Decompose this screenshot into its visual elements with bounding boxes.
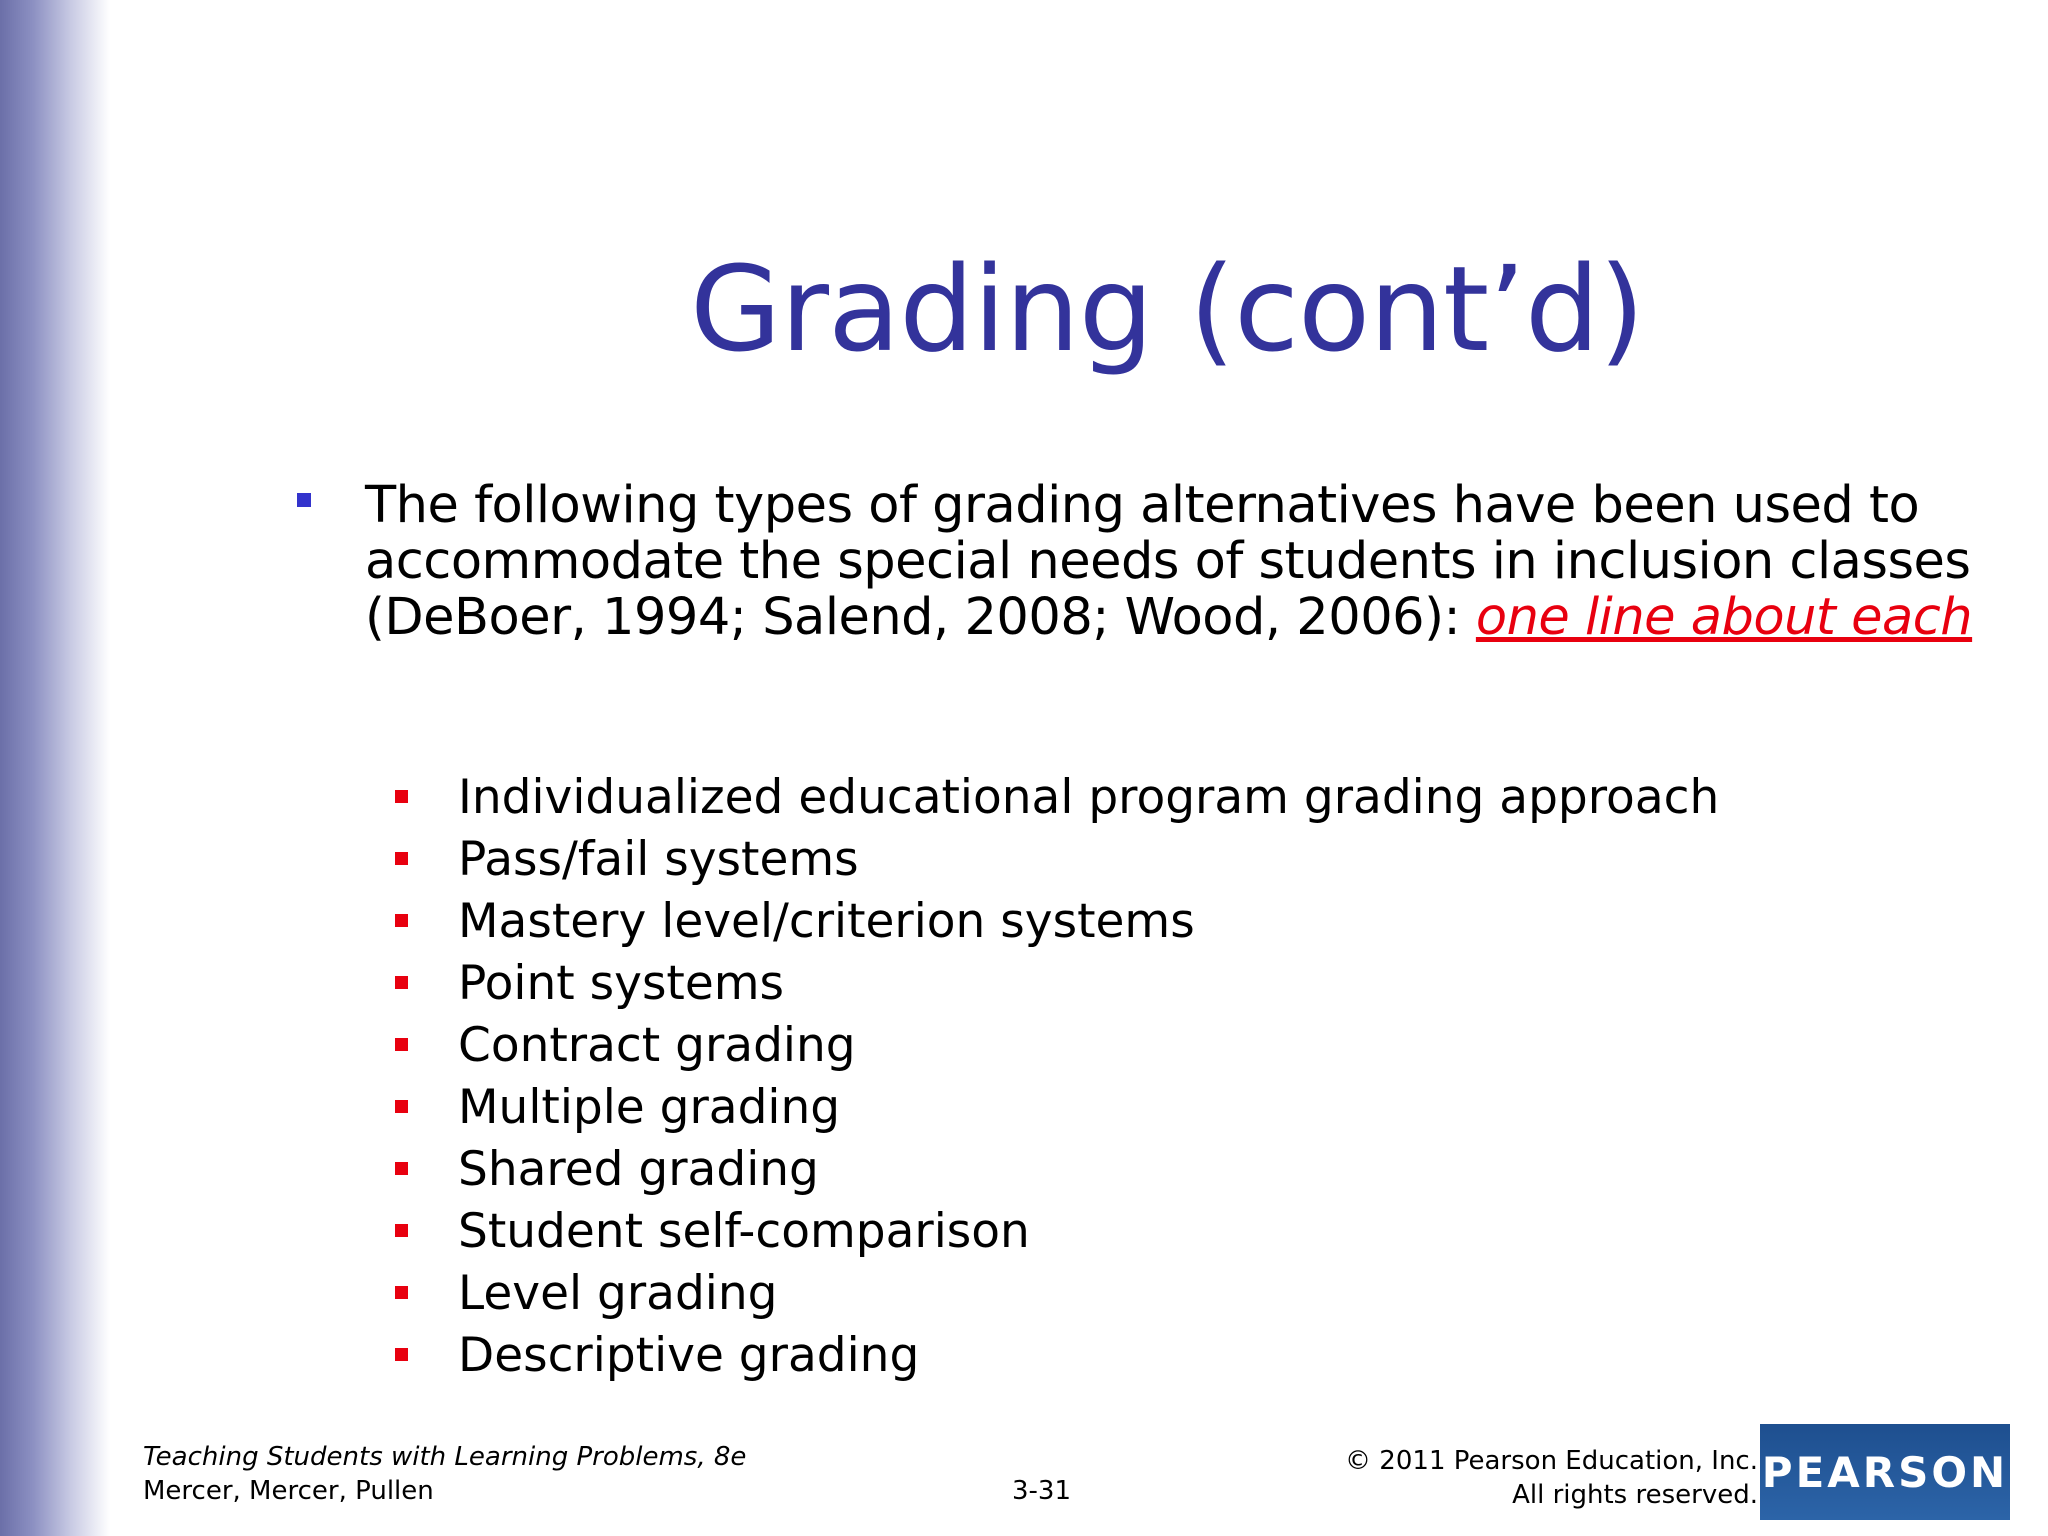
list-item-label: Contract grading — [458, 1018, 856, 1073]
square-bullet-icon — [395, 1162, 408, 1175]
main-bullet-icon — [297, 493, 311, 507]
square-bullet-icon — [395, 790, 408, 803]
list-item-label: Descriptive grading — [458, 1328, 920, 1383]
square-bullet-icon — [395, 1224, 408, 1237]
list-item-label: Mastery level/criterion systems — [458, 894, 1195, 949]
list-item-label: Shared grading — [458, 1142, 819, 1197]
main-bullet-emphasis: one line about each — [1475, 588, 1973, 647]
list-item-label: Pass/fail systems — [458, 832, 859, 887]
square-bullet-icon — [395, 1100, 408, 1113]
list-item-label: Point systems — [458, 956, 785, 1011]
square-bullet-icon — [395, 976, 408, 989]
footer-authors: Mercer, Mercer, Pullen — [143, 1476, 434, 1506]
list-item-label: Multiple grading — [458, 1080, 841, 1135]
footer-citation — [143, 1440, 746, 1508]
list-item-label: Level grading — [458, 1266, 778, 1321]
main-bullet-body: The following types of grading alternatives have been used to accommodate the special needs of students in inclusion classes (DeBoer, 1994; Salend, 2008; Wood, 2006): — [365, 476, 1971, 647]
square-bullet-icon — [395, 1348, 408, 1361]
square-bullet-icon — [395, 1286, 408, 1299]
square-bullet-icon — [395, 914, 408, 927]
footer-copyright — [1345, 1444, 1758, 1512]
main-bullet-text — [365, 478, 2005, 646]
side-gradient-bar — [0, 0, 110, 1536]
copyright-line-2: All rights reserved. — [1512, 1480, 1758, 1510]
copyright-line-1: © 2011 Pearson Education, Inc. — [1345, 1446, 1758, 1476]
slide-title: Grading (cont’d) — [690, 240, 1644, 378]
list-item-label: Individualized educational program grading approach — [458, 770, 1720, 825]
square-bullet-icon — [395, 852, 408, 865]
square-bullet-icon — [395, 1038, 408, 1051]
pearson-logo: PEARSON — [1760, 1424, 2010, 1520]
footer-book-title: Teaching Students with Learning Problems, 8e — [143, 1442, 747, 1472]
page-number: 3-31 — [1012, 1476, 1072, 1506]
list-item-label: Student self-comparison — [458, 1204, 1030, 1259]
